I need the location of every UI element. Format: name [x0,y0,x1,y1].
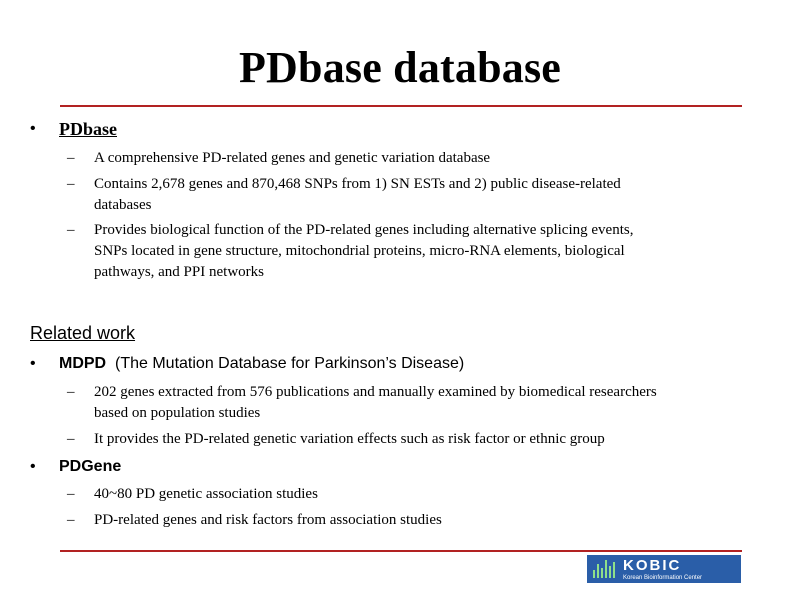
dash-4: – [67,384,75,400]
pdgene-item-1 [94,484,764,505]
pdbase-item-3-line-1: Provides biological function of the PD-related genes including alternative splicing events, [94,222,634,238]
slide-title: PDbase database [238,43,562,92]
title-divider [60,105,742,107]
pdbase-item-3-line-3: pathways, and PPI networks [94,264,264,280]
pdbase-item-1 [94,148,764,169]
bullet-mdpd: • [30,355,36,372]
pdbase-item-3-line-2: SNPs located in gene structure, mitochondrial proteins, micro-RNA elements, biological [94,243,625,259]
dash-2: – [67,176,75,192]
mdpd-item-2 [94,429,764,450]
pdgene-name: PDGene [59,458,122,475]
mdpd-item-1-line-2: based on population studies [94,405,261,421]
dash-1: – [67,150,75,166]
kobic-logo [587,555,741,583]
dna-bars-icon [593,560,617,578]
pdgene-item-2-line-1: PD-related genes and risk factors from association studies [94,512,442,528]
dash-5: – [67,431,75,447]
pdgene-heading [59,457,121,477]
mdpd-name: MDPD [59,355,107,372]
pdbase-item-2 [94,174,764,216]
related-work-heading: Related work [30,323,136,343]
mdpd-item-1-line-1: 202 genes extracted from 576 publications and manually examined by biomedical researchers [94,384,657,400]
pdgene-item-2 [94,510,764,531]
mdpd-heading [59,354,464,374]
pdgene-item-1-line-1: 40~80 PD genetic association studies [94,486,318,502]
pdbase-heading: PDbase [59,119,117,139]
dash-6: – [67,486,75,502]
pdbase-item-3 [94,220,764,283]
pdbase-item-1-line-1: A comprehensive PD-related genes and genetic variation database [94,150,491,166]
bullet-pdbase: • [30,120,36,137]
mdpd-item-1 [94,382,764,424]
dash-7: – [67,512,75,528]
bullet-pdgene: • [30,458,36,475]
pdbase-item-2-line-2: databases [94,197,152,213]
footer-divider [60,550,742,552]
mdpd-item-2-line-1: It provides the PD-related genetic variation effects such as risk factor or ethnic group [94,431,605,447]
logo-subtitle: Korean Bioinformation Center [623,574,703,581]
dash-3: – [67,222,75,238]
logo-name: KOBIC [623,556,682,574]
pdbase-item-2-line-1: Contains 2,678 genes and 870,468 SNPs from 1) SN ESTs and 2) public disease-related [94,176,621,192]
mdpd-desc: (The Mutation Database for Parkinson’s Disease) [115,355,465,372]
